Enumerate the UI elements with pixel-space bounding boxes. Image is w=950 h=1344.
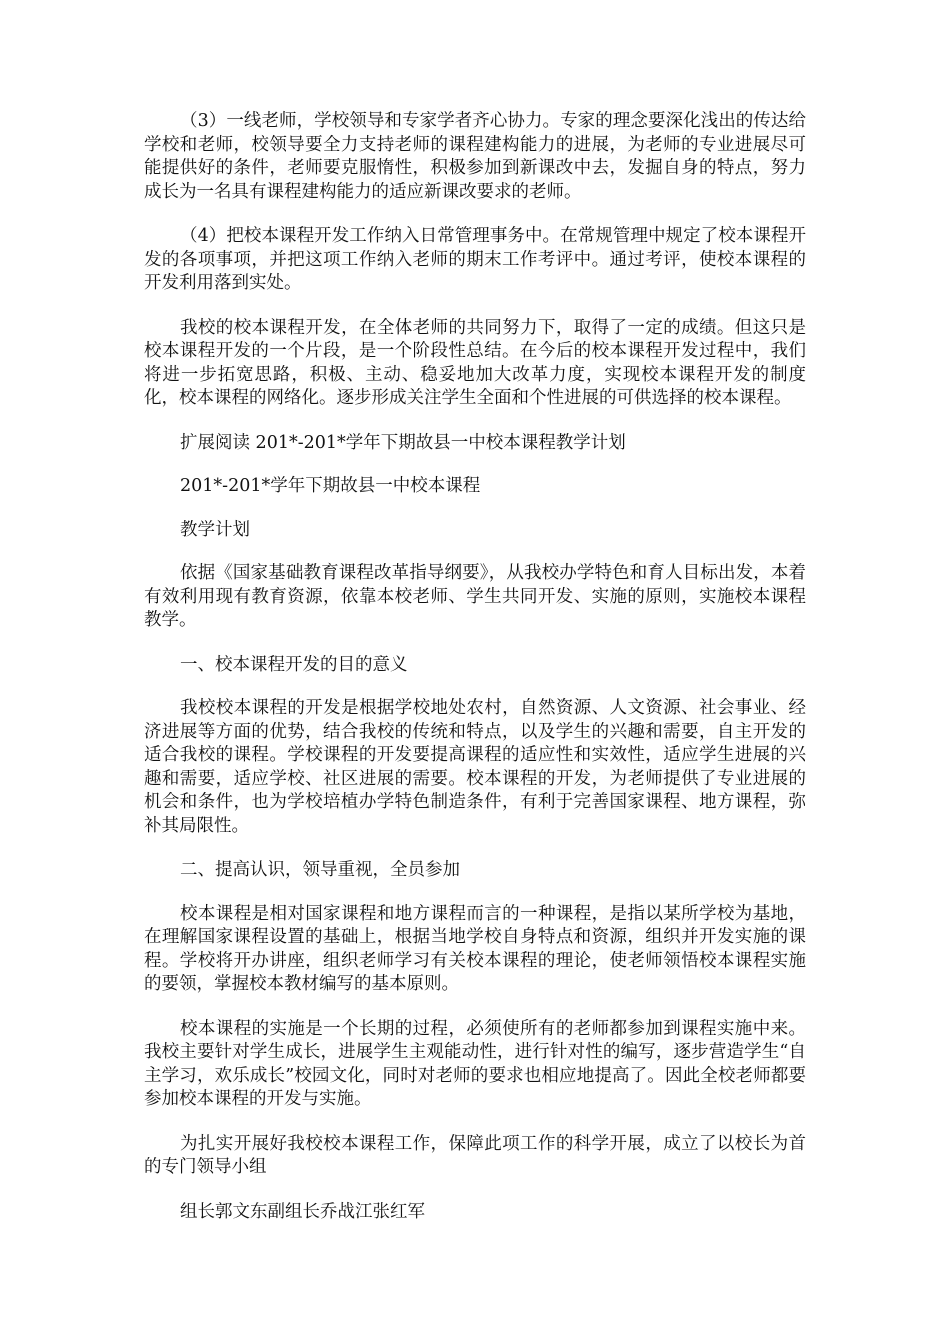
paragraph-expert-cooperation: （3）一线老师，学校领导和专家学者齐心协力。专家的理念要深化浅出的传达给学校和老师，校领导要全力支持老师的课程建构能力的进展，为老师的专业进展尽可能提供好的条件，老师要克服惰性，积极参加到新课改中去，发掘自身的特点，努力成长为一名具有课程建构能力的适应新课改要求的老师。 bbox=[144, 111, 806, 202]
section-heading-awareness: 二、提高认识，领导重视，全员参加 bbox=[180, 860, 460, 880]
paragraph-plan-subtitle: 教学计划 bbox=[180, 519, 250, 540]
paragraph-leadership-group: 为扎实开展好我校校本课程工作，保障此项工作的科学开展，成立了以校长为首的专门领导小组 bbox=[144, 1133, 806, 1177]
paragraph-daily-management: （4）把校本课程开发工作纳入日常管理事务中。在常规管理中规定了校本课程开发的各项事项，并把这项工作纳入老师的期末工作考评中。通过考评，使校本课程的开发利用落到实处。 bbox=[144, 226, 806, 293]
paragraph-definition: 校本课程是相对国家课程和地方课程而言的一种课程，是指以某所学校为基地，在理解国家课程设置的基础上，根据当地学校自身特点和资源，组织并开发实施的课程。学校将开办讲座，组织老师学习有关校本课程的理论，使老师领悟校本课程实施的要领，掌握校本教材编写的基本原则。 bbox=[144, 903, 806, 994]
paragraph-extended-reading: 扩展阅读 201*-201*学年下期故县一中校本课程教学计划 bbox=[180, 432, 626, 453]
paragraph-plan-title: 201*-201*学年下期故县一中校本课程 bbox=[180, 476, 481, 496]
paragraph-summary: 我校的校本课程开发，在全体老师的共同努力下，取得了一定的成绩。但这只是校本课程开发的一个片段，是一个阶段性总结。在今后的校本课程开发过程中，我们将进一步拓宽思路，积极、主动、稳妥地加大改革力度，实现校本课程开发的制度化，校本课程的网络化。逐步形成关注学生全面和个性进展的可供选择的校本课程。 bbox=[144, 317, 806, 408]
paragraph-group-members: 组长郭文东副组长乔战江张红军 bbox=[180, 1201, 425, 1222]
section-heading-purpose: 一、校本课程开发的目的意义 bbox=[180, 654, 408, 675]
document-page bbox=[144, 110, 806, 1244]
paragraph-basis: 依据《国家基础教育课程改革指导纲要》，从我校办学特色和育人目标出发，本着有效利用现有教育资源，依靠本校老师、学生共同开发、实施的原则，实施校本课程教学。 bbox=[144, 563, 806, 630]
paragraph-purpose: 我校校本课程的开发是根据学校地处农村，自然资源、人文资源、社会事业、经济进展等方面的优势，结合我校的传统和特点，以及学生的兴趣和需要，自主开发的适合我校的课程。学校课程的开发要提高课程的适应性和实效性，适应学生进展的兴趣和需要，适应学校、社区进展的需要。校本课程的开发，为老师提供了专业进展的机会和条件，也为学校培植办学特色制造条件，有利于完善国家课程、地方课程，弥补其局限性。 bbox=[144, 698, 806, 836]
paragraph-implementation: 校本课程的实施是一个长期的过程，必须使所有的老师都参加到课程实施中来。我校主要针对学生成长，进展学生主观能动性，进行针对性的编写，逐步营造学生“自主学习，欢乐成长”校园文化，同时对老师的要求也相应地提高了。因此全校老师都要参加校本课程的开发与实施。 bbox=[144, 1018, 806, 1109]
